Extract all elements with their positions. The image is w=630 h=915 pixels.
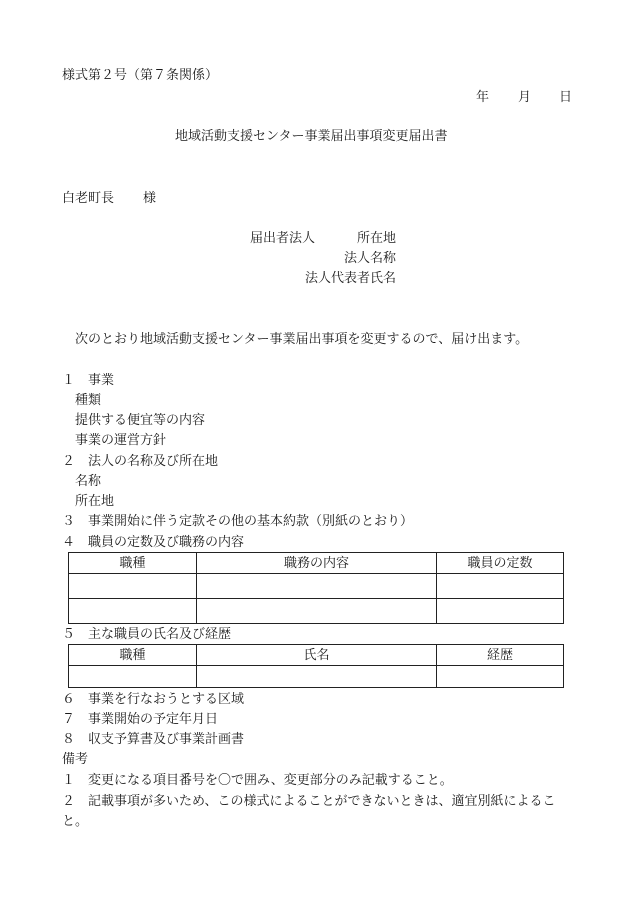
item5-label: 主な職員の氏名及び経歴 xyxy=(88,627,232,642)
table-cell[interactable] xyxy=(197,599,437,624)
table-header-career: 経歴 xyxy=(437,645,564,666)
item8-label: 収支予算書及び事業計画書 xyxy=(88,732,245,747)
table-header-duties: 職務の内容 xyxy=(197,553,437,574)
item1-sub-content: 提供する便宜等の内容 xyxy=(75,413,206,428)
item1-label: 事業 xyxy=(88,373,115,388)
table-cell[interactable] xyxy=(437,666,564,688)
table-cell[interactable] xyxy=(69,599,197,624)
remark2-number: ２ xyxy=(62,794,76,809)
notifier-representative-label: 法人代表者氏名 xyxy=(305,271,397,286)
notifier-corp-name-label: 法人名称 xyxy=(344,251,397,266)
table-row xyxy=(69,599,564,624)
item7-label: 事業開始の予定年月日 xyxy=(88,712,219,727)
form-number: 様式第２号（第７条関係） xyxy=(62,68,219,83)
table-header-staff-count: 職員の定数 xyxy=(437,553,564,574)
date-year-label: 年 xyxy=(476,90,490,105)
item2-sub-address: 所在地 xyxy=(75,494,115,509)
item8-number: ８ xyxy=(62,732,76,747)
document-title: 地域活動支援センター事業届出事項変更届出書 xyxy=(175,129,448,144)
remarks-heading: 備考 xyxy=(62,752,89,767)
item3-number: ３ xyxy=(62,514,76,529)
notifier-label: 届出者法人 xyxy=(250,231,316,246)
table-header-name: 氏名 xyxy=(197,645,437,666)
remark1-number: １ xyxy=(62,773,76,788)
item2-number: ２ xyxy=(62,454,76,469)
table-cell[interactable] xyxy=(197,666,437,688)
item1-number: １ xyxy=(62,373,76,388)
table-row xyxy=(69,666,564,688)
item4-label: 職員の定数及び職務の内容 xyxy=(88,535,245,550)
table-cell[interactable] xyxy=(197,574,437,599)
item5-number: ５ xyxy=(62,627,76,642)
table-cell[interactable] xyxy=(437,599,564,624)
remark2-text: 記載事項が多いため、この様式によることができないときは、適宜別紙によるこ xyxy=(88,794,556,809)
notifier-address-label: 所在地 xyxy=(357,231,397,246)
item6-number: ６ xyxy=(62,692,76,707)
statement: 次のとおり地域活動支援センター事業届出事項を変更するので、届け出ます。 xyxy=(75,332,529,347)
item1-sub-policy: 事業の運営方針 xyxy=(75,433,167,448)
date-month-label: 月 xyxy=(518,90,532,105)
item6-label: 事業を行なおうとする区域 xyxy=(88,692,245,707)
item2-label: 法人の名称及び所在地 xyxy=(88,454,219,469)
item7-number: ７ xyxy=(62,712,76,727)
item4-number: ４ xyxy=(62,535,76,550)
remark2-text-wrap: と。 xyxy=(62,814,89,829)
staff-duties-table xyxy=(68,552,564,624)
item2-sub-name: 名称 xyxy=(75,474,102,489)
table-cell[interactable] xyxy=(437,574,564,599)
addressee-honorific: 様 xyxy=(143,191,157,206)
date-day-label: 日 xyxy=(559,90,573,105)
addressee-name: 白老町長 xyxy=(62,191,115,206)
key-staff-table xyxy=(68,644,564,688)
table-row xyxy=(69,574,564,599)
remark1-text: 変更になる項目番号を〇で囲み、変更部分のみ記載すること。 xyxy=(88,773,453,788)
table-header-job-type: 職種 xyxy=(69,553,197,574)
table-cell[interactable] xyxy=(69,574,197,599)
table-header-job-type: 職種 xyxy=(69,645,197,666)
item1-sub-type: 種類 xyxy=(75,393,102,408)
table-cell[interactable] xyxy=(69,666,197,688)
item3-label: 事業開始に伴う定款その他の基本約款（別紙のとおり） xyxy=(88,514,414,529)
